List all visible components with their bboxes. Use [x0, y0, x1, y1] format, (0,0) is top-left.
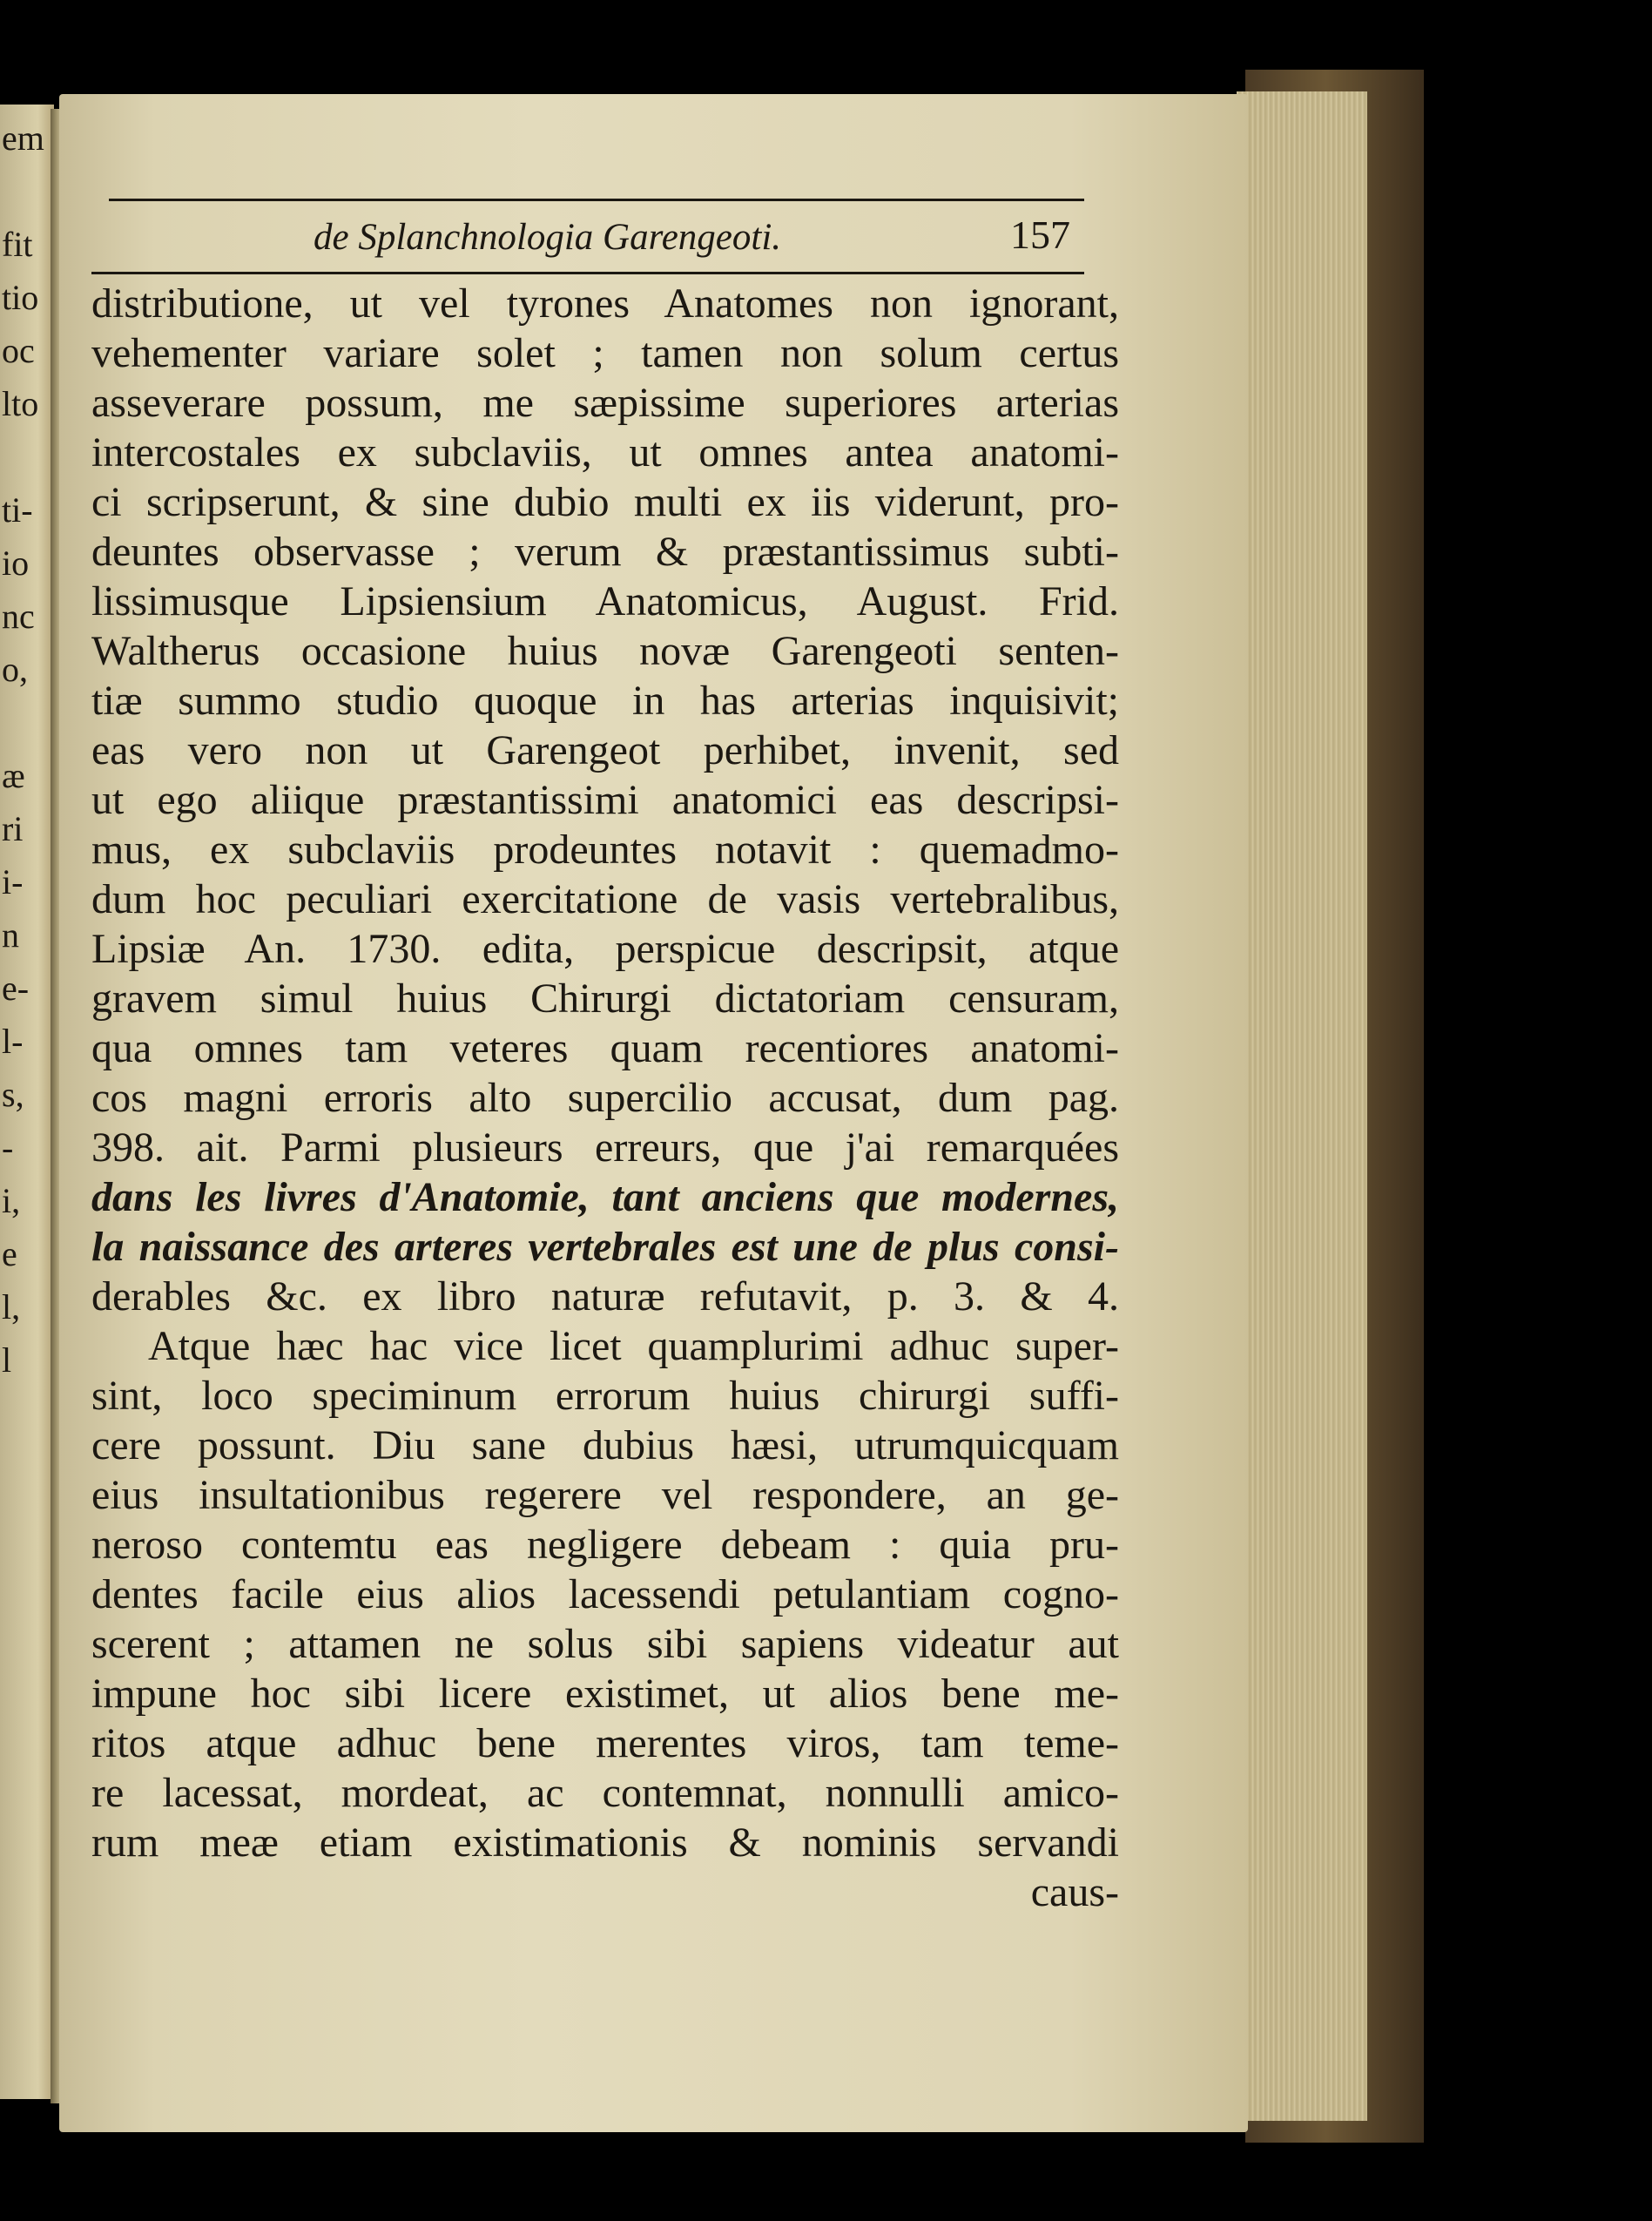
text-line: eas vero non ut Garengeot perhibet, invenit, sed	[91, 727, 1119, 773]
facing-page-fragments	[0, 113, 54, 2090]
facing-page-fragment: nc	[2, 597, 35, 636]
text-line: distributione, ut vel tyrones Anatomes non ignorant,	[91, 280, 1119, 327]
text-line: impune hoc sibi licere existimet, ut alios bene me-	[91, 1671, 1119, 1717]
facing-page-fragment: i,	[2, 1181, 21, 1220]
text-line: cos magni erroris alto supercilio accusat, dum pag.	[91, 1075, 1119, 1121]
facing-page-fragment: e-	[2, 969, 30, 1008]
facing-page-fragment: ti-	[2, 490, 33, 530]
text-line: ritos atque adhuc bene merentes viros, tam teme-	[91, 1720, 1119, 1766]
facing-page-fragment: ri	[2, 809, 24, 848]
text-line: re lacessat, mordeat, ac contemnat, nonnulli amico-	[91, 1770, 1119, 1816]
text-line: ut ego aliique præstantissimi anatomici eas descripsi-	[91, 777, 1119, 823]
facing-page-fragment	[0, 1441, 54, 1495]
page-fore-edge	[1237, 91, 1367, 2121]
text-line: qua omnes tam veteres quam recentiores anatomi-	[91, 1025, 1119, 1071]
catchword: caus-	[1030, 1869, 1119, 1915]
facing-page-fragment: lto	[2, 384, 39, 423]
facing-page-fragment: l	[2, 1340, 12, 1380]
facing-page-fragment: io	[2, 543, 30, 583]
text-line: ci scripserunt, & sine dubio multi ex iis viderunt, pro-	[91, 479, 1119, 525]
facing-page-fragment	[0, 432, 54, 485]
page-number: 157	[1010, 213, 1070, 257]
text-line-paragraph-start: Atque hæc hac vice licet quamplurimi adhuc super-	[148, 1323, 1119, 1369]
facing-page-fragment: o,	[2, 650, 28, 689]
running-header: de Splanchnologia Garengeoti.	[314, 217, 782, 258]
text-line-quote: dans les livres d'Anatomie, tant anciens que modernes,	[91, 1174, 1119, 1220]
text-line: cere possunt. Diu sane dubius hæsi, utrumquicquam	[91, 1422, 1119, 1468]
text-line: tiæ summo studio quoque in has arterias inquisivit;	[91, 678, 1119, 724]
facing-page-fragment: fit	[2, 225, 33, 264]
facing-page-fragment: s,	[2, 1075, 24, 1114]
body-text	[91, 279, 1119, 1917]
facing-page-fragment: i-	[2, 862, 24, 901]
facing-page-fragment	[0, 166, 54, 219]
facing-page-fragment: tio	[2, 278, 39, 317]
text-line: Lipsiæ An. 1730. edita, perspicue descripsit, atque	[91, 926, 1119, 972]
text-line: scerent ; attamen ne solus sibi sapiens videatur aut	[91, 1621, 1119, 1667]
text-line: eius insultationibus regerere vel respondere, an ge-	[91, 1472, 1119, 1518]
text-line: rum meæ etiam existimationis & nominis servandi	[91, 1819, 1119, 1866]
text-line-quote: la naissance des arteres vertebrales est une de plus consi-	[91, 1224, 1119, 1270]
facing-page-fragment: l-	[2, 1022, 24, 1061]
facing-page-fragment: l,	[2, 1287, 21, 1327]
text-line: intercostales ex subclaviis, ut omnes antea anatomi-	[91, 429, 1119, 476]
text-line: vehementer variare solet ; tamen non solum certus	[91, 330, 1119, 376]
text-line: dum hoc peculiari exercitatione de vasis vertebralibus,	[91, 876, 1119, 922]
text-line: neroso contemtu eas negligere debeam : quia pru-	[91, 1522, 1119, 1568]
text-line: deuntes observasse ; verum & præstantissimus subti-	[91, 529, 1119, 575]
facing-page-fragment	[0, 1548, 54, 1601]
header-rule-top	[109, 199, 1084, 201]
text-line: sint, loco speciminum errorum huius chirurgi suffi-	[91, 1373, 1119, 1419]
text-line: lissimusque Lipsiensium Anatomicus, August. Frid.	[91, 578, 1119, 624]
facing-page-fragment: em	[2, 118, 44, 158]
text-line: asseverare possum, me sæpissime superiores arterias	[91, 380, 1119, 426]
text-line: Waltherus occasione huius novæ Garengeoti senten-	[91, 628, 1119, 674]
facing-page-fragment: oc	[2, 331, 35, 370]
text-line: gravem simul huius Chirurgi dictatoriam censuram,	[91, 975, 1119, 1022]
header-rule-bottom	[91, 272, 1084, 274]
facing-page-fragment: n	[2, 915, 19, 955]
facing-page-fragment: æ	[2, 756, 25, 795]
facing-page-fragment	[0, 1495, 54, 1548]
facing-page-fragment	[0, 1388, 54, 1441]
facing-page-fragment: e	[2, 1234, 17, 1273]
text-line: derables &c. ex libro naturæ refutavit, p. 3. & 4.	[91, 1273, 1119, 1320]
text-line: mus, ex subclaviis prodeuntes notavit : quemadmo-	[91, 827, 1119, 873]
facing-page-fragment: -	[2, 1128, 14, 1167]
text-line: 398. ait. Parmi plusieurs erreurs, que j'ai remarquées	[91, 1124, 1119, 1171]
facing-page-fragment	[0, 698, 54, 751]
text-line: dentes facile eius alios lacessendi petulantiam cogno-	[91, 1571, 1119, 1617]
